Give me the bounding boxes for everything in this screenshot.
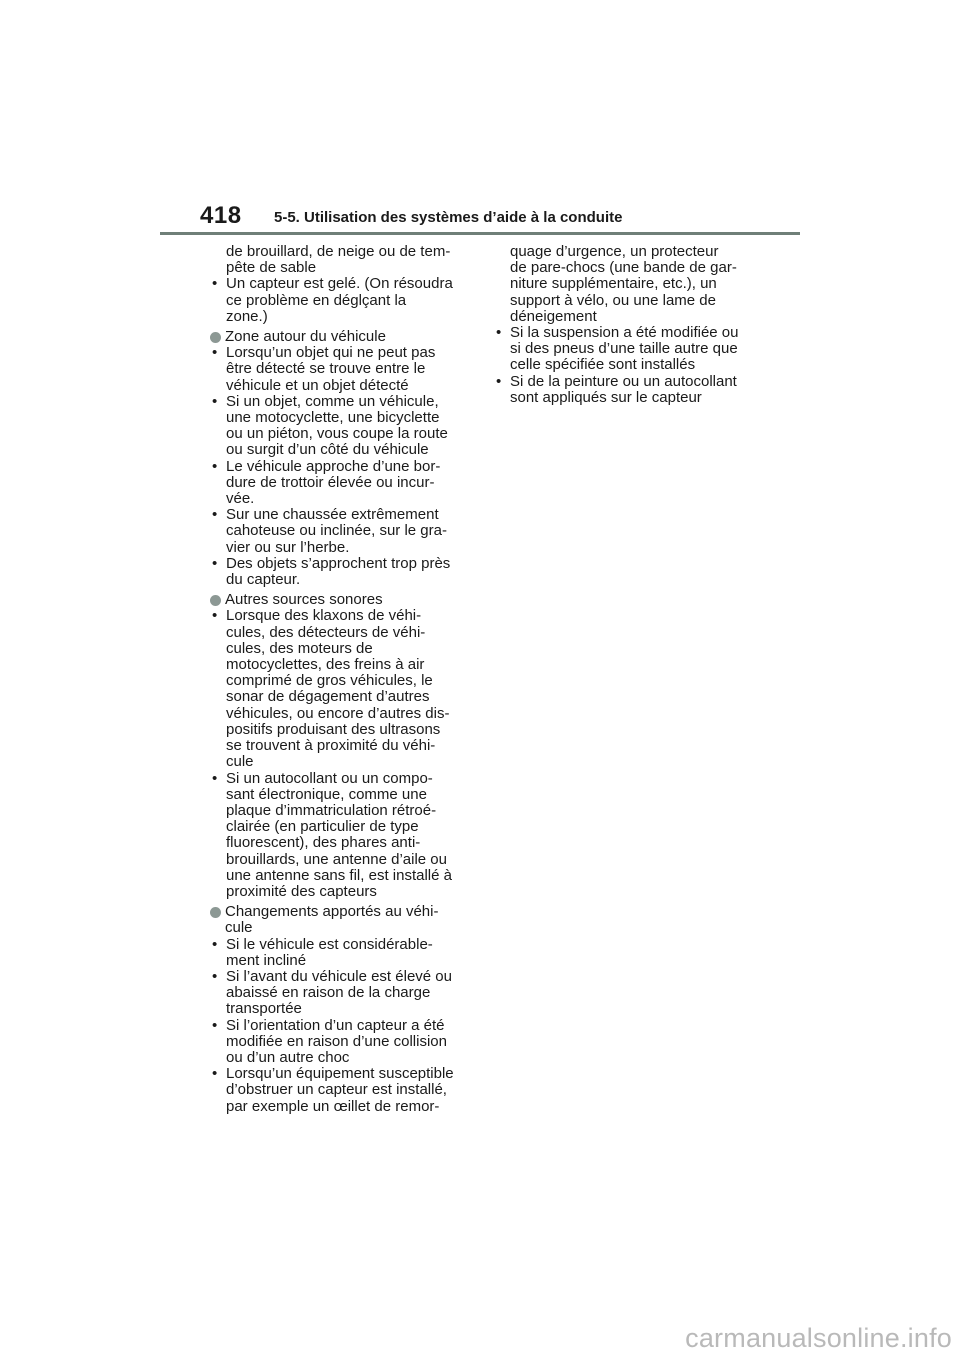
text-line: niture supplémentaire, etc.), un	[510, 275, 717, 293]
bullet-first-line	[210, 276, 480, 292]
text-line: pête de sable	[226, 259, 317, 277]
bullet-continuation: proximité des capteurs	[226, 882, 377, 900]
circle-bullet-icon	[210, 595, 221, 606]
group-heading	[210, 904, 480, 936]
bullet-continuation: ment incliné	[226, 951, 307, 969]
bullet-first-line	[210, 1066, 480, 1082]
bullet-continuation: sant électronique, comme une	[226, 785, 427, 803]
list-item	[210, 771, 480, 901]
bullet-first-line	[210, 556, 480, 572]
bullet-marker: •	[212, 344, 218, 362]
bullet-first-line	[210, 507, 480, 523]
bullet-continuation: clairée (en particulier de type	[226, 818, 419, 836]
text-line: déneigement	[510, 307, 597, 325]
bullet-marker: •	[212, 935, 218, 953]
bullet-continuation: vier ou sur l’herbe.	[226, 538, 350, 556]
bullet-text: Si l’avant du véhicule est élevé ou	[226, 967, 452, 985]
list-item	[210, 459, 480, 508]
bullet-marker: •	[212, 967, 218, 985]
bullet-continuation: se trouvent à proximité du véhi-	[226, 737, 436, 755]
bullet-continuation: ou d’un autre choc	[226, 1048, 350, 1066]
bullet-text: Des objets s’approchent trop près	[226, 554, 451, 572]
bullet-first-line	[210, 937, 480, 953]
bullet-text: Un capteur est gelé. (On résoudra	[226, 275, 453, 293]
group-heading	[210, 592, 480, 608]
list-item	[210, 507, 480, 556]
bullet-marker: •	[212, 1065, 218, 1083]
bullet-continuation: celle spécifiée sont installés	[510, 356, 696, 374]
header-divider	[160, 232, 800, 235]
bullet-text: Sur une chaussée extrêmement	[226, 506, 439, 524]
section-title: 5-5. Utilisation des systèmes d’aide à la conduite	[274, 209, 623, 226]
watermark: carmanualsonline.info	[685, 1323, 952, 1353]
bullet-continuation: être détecté se trouve entre le	[226, 360, 426, 378]
bullet-continuation: ou surgit d’un côté du véhicule	[226, 441, 429, 459]
bullet-continuation: sonar de dégagement d’autres	[226, 688, 430, 706]
bullet-first-line	[210, 394, 480, 410]
bullet-text: Si l’orientation d’un capteur a été	[226, 1016, 445, 1034]
bullet-marker: •	[212, 457, 218, 475]
bullet-text: Lorsque des klaxons de véhi-	[226, 607, 422, 625]
bullet-marker: •	[496, 372, 502, 390]
bullet-continuation: modifiée en raison d’une collision	[226, 1032, 447, 1050]
right-column	[494, 244, 764, 406]
bullet-continuation: d’obstruer un capteur est installé,	[226, 1081, 447, 1099]
text-line: quage d’urgence, un protecteur	[510, 243, 719, 260]
bullet-text: Si un autocollant ou un compo-	[226, 769, 433, 787]
list-item	[210, 969, 480, 1018]
circle-bullet-icon	[210, 907, 221, 918]
text-line: support à vélo, ou une lame de	[510, 291, 716, 309]
heading-text: Autres sources sonores	[225, 591, 383, 609]
bullet-continuation: cahoteuse ou inclinée, sur le gra-	[226, 522, 447, 540]
bullet-marker: •	[212, 275, 218, 293]
bullet-continuation: transportée	[226, 1000, 302, 1018]
bullet-continuation: une motocyclette, une bicyclette	[226, 409, 440, 427]
circle-bullet-icon	[210, 332, 221, 343]
list-item	[210, 276, 480, 325]
bullet-marker: •	[212, 769, 218, 787]
bullet-continuation: par exemple un œillet de remor-	[226, 1097, 440, 1115]
bullet-marker: •	[212, 607, 218, 625]
bullet-continuation: véhicule et un objet détecté	[226, 376, 409, 394]
list-item	[210, 394, 480, 459]
bullet-marker: •	[212, 392, 218, 410]
list-item	[494, 325, 764, 374]
text-line: de pare-chocs (une bande de gar-	[510, 259, 737, 277]
bullet-first-line	[210, 1018, 480, 1034]
bullet-first-line	[210, 345, 480, 361]
list-item	[210, 937, 480, 969]
bullet-text: Lorsqu’un équipement susceptible	[226, 1065, 454, 1083]
bullet-marker: •	[212, 1016, 218, 1034]
bullet-continuation: cules, des moteurs de	[226, 639, 373, 657]
bullet-marker: •	[212, 506, 218, 524]
bullet-first-line	[494, 325, 764, 341]
heading-line	[210, 329, 480, 345]
bullet-marker: •	[496, 324, 502, 342]
list-item	[210, 1066, 480, 1115]
bullet-text: Si le véhicule est considérable-	[226, 935, 433, 953]
heading-line	[210, 592, 480, 608]
heading-text: Changements apportés au véhi-	[225, 903, 439, 921]
bullet-continuation: cule	[226, 753, 254, 771]
bullet-continuation: brouillards, une antenne d’aile ou	[226, 850, 447, 868]
bullet-continuation: abaissé en raison de la charge	[226, 984, 431, 1002]
list-item	[210, 1018, 480, 1067]
bullet-first-line	[210, 608, 480, 624]
bullet-continuation: comprimé de gros véhicules, le	[226, 672, 433, 690]
bullet-continuation: zone.)	[226, 307, 268, 325]
bullet-continuation: vée.	[226, 490, 255, 508]
bullet-continuation: si des pneus d’une taille autre que	[510, 340, 738, 358]
list-item	[210, 345, 480, 394]
bullet-continuation: ou un piéton, vous coupe la route	[226, 425, 448, 443]
bullet-continuation: ce problème en déglçant la	[226, 291, 407, 309]
bullet-first-line	[494, 374, 764, 390]
group-heading	[210, 329, 480, 345]
text-line: de brouillard, de neige ou de tem-	[226, 243, 451, 260]
page-header	[200, 200, 800, 234]
page-number: 418	[200, 202, 242, 229]
bullet-continuation: cules, des détecteurs de véhi-	[226, 623, 426, 641]
bullet-continuation: dure de trottoir élevée ou incur-	[226, 473, 435, 491]
left-column	[210, 244, 480, 1115]
bullet-continuation: du capteur.	[226, 571, 301, 589]
bullet-continuation: motocyclettes, des freins à air	[226, 656, 425, 674]
list-item	[210, 608, 480, 770]
heading-continuation: cule	[225, 919, 253, 937]
bullet-text: Si de la peinture ou un autocollant	[510, 372, 737, 390]
bullet-marker: •	[212, 554, 218, 572]
bullet-text: Si la suspension a été modifiée ou	[510, 324, 739, 342]
bullet-first-line	[210, 771, 480, 787]
bullet-first-line	[210, 459, 480, 475]
bullet-continuation: véhicules, ou encore d’autres dis-	[226, 704, 450, 722]
bullet-text: Lorsqu’un objet qui ne peut pas	[226, 344, 436, 362]
heading-line	[210, 904, 480, 920]
bullet-continuation: plaque d’immatriculation rétroé-	[226, 801, 437, 819]
bullet-first-line	[210, 969, 480, 985]
bullet-continuation: sont appliqués sur le capteur	[510, 388, 702, 406]
bullet-continuation: une antenne sans fil, est installé à	[226, 866, 452, 884]
heading-text: Zone autour du véhicule	[225, 328, 386, 346]
bullet-continuation: positifs produisant des ultrasons	[226, 720, 441, 738]
list-item	[210, 556, 480, 588]
bullet-text: Le véhicule approche d’une bor-	[226, 457, 441, 475]
bullet-text: Si un objet, comme un véhicule,	[226, 392, 439, 410]
bullet-continuation: fluorescent), des phares anti-	[226, 834, 421, 852]
list-item	[494, 374, 764, 406]
